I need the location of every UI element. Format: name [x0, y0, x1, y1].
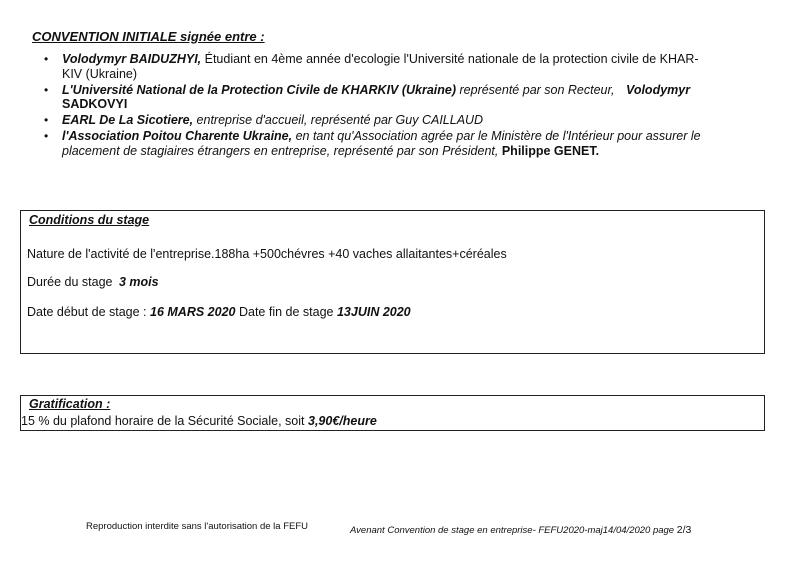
bullet-icon: •: [44, 52, 49, 66]
end-label: Date fin de stage: [238, 305, 334, 319]
party-name: Volodymyr BAIDUZHYI,: [62, 52, 202, 66]
footer-right: [350, 524, 691, 536]
party-company: [36, 113, 756, 128]
party-student: [36, 52, 756, 81]
bullet-icon: •: [44, 129, 49, 143]
party-university: [36, 83, 756, 112]
start-date: 16 MARS 2020: [150, 305, 236, 319]
gratification-box: [20, 395, 765, 431]
convention-heading: CONVENTION INITIALE signée entre :: [32, 29, 265, 44]
parties-list: [36, 52, 756, 160]
footer-left: Reproduction interdite sans l'autorisation de la FEFU: [86, 521, 309, 532]
bullet-icon: •: [44, 82, 49, 97]
gratification-title: Gratification :: [29, 397, 111, 411]
party-text: représenté par son Recteur,: [456, 82, 615, 97]
rector-name: Volodymyr: [625, 82, 691, 97]
end-date: 13JUIN 2020: [336, 305, 411, 319]
gratification-line: [21, 414, 377, 428]
duration-line: [27, 275, 159, 289]
footer-doc-ref: Avenant Convention de stage en entreprise- FEFU2020-maj14/04/2020 page: [350, 525, 675, 536]
bullet-icon: •: [44, 113, 49, 127]
party-text: entreprise d'accueil, représenté par Guy CAILLAUD: [193, 113, 484, 127]
start-label: Date début de stage :: [27, 305, 147, 319]
party-text-cont: KIV (Ukraine): [62, 66, 138, 81]
dates-line: [27, 305, 411, 319]
party-name: l'Association Poitou Charente Ukraine,: [62, 129, 293, 143]
duration-value: 3 mois: [118, 275, 159, 289]
gratification-text: 15 % du plafond horaire de la Sécurité Sociale, soit: [21, 414, 305, 428]
party-name: EARL De La Sicotiere,: [62, 113, 194, 127]
rector-surname: SADKOVYI: [62, 97, 128, 111]
party-text: en tant qu'Association agrée par le Ministère de l'Intérieur pour assurer le: [292, 129, 701, 143]
conditions-title: Conditions du stage: [29, 213, 150, 227]
gratification-value: 3,90€/heure: [308, 414, 377, 428]
duration-label: Durée du stage: [27, 275, 113, 289]
party-association: [36, 129, 756, 158]
conditions-box: [20, 210, 765, 354]
party-name: L'Université National de la Protection Civile de KHARKIV (Ukraine): [62, 82, 457, 97]
president-name: Philippe GENET.: [501, 143, 600, 158]
party-text: Étudiant en 4ème année d'ecologie l'Université nationale de la protection civile de KHAR-: [201, 52, 699, 66]
activity-line: Nature de l'activité de l'entreprise.188ha +500chévres +40 vaches allaitantes+céréales: [27, 247, 507, 261]
page-number: 2/3: [676, 524, 692, 536]
party-text-cont: placement de stagiaires étrangers en entreprise, représenté par son Président,: [62, 143, 499, 158]
